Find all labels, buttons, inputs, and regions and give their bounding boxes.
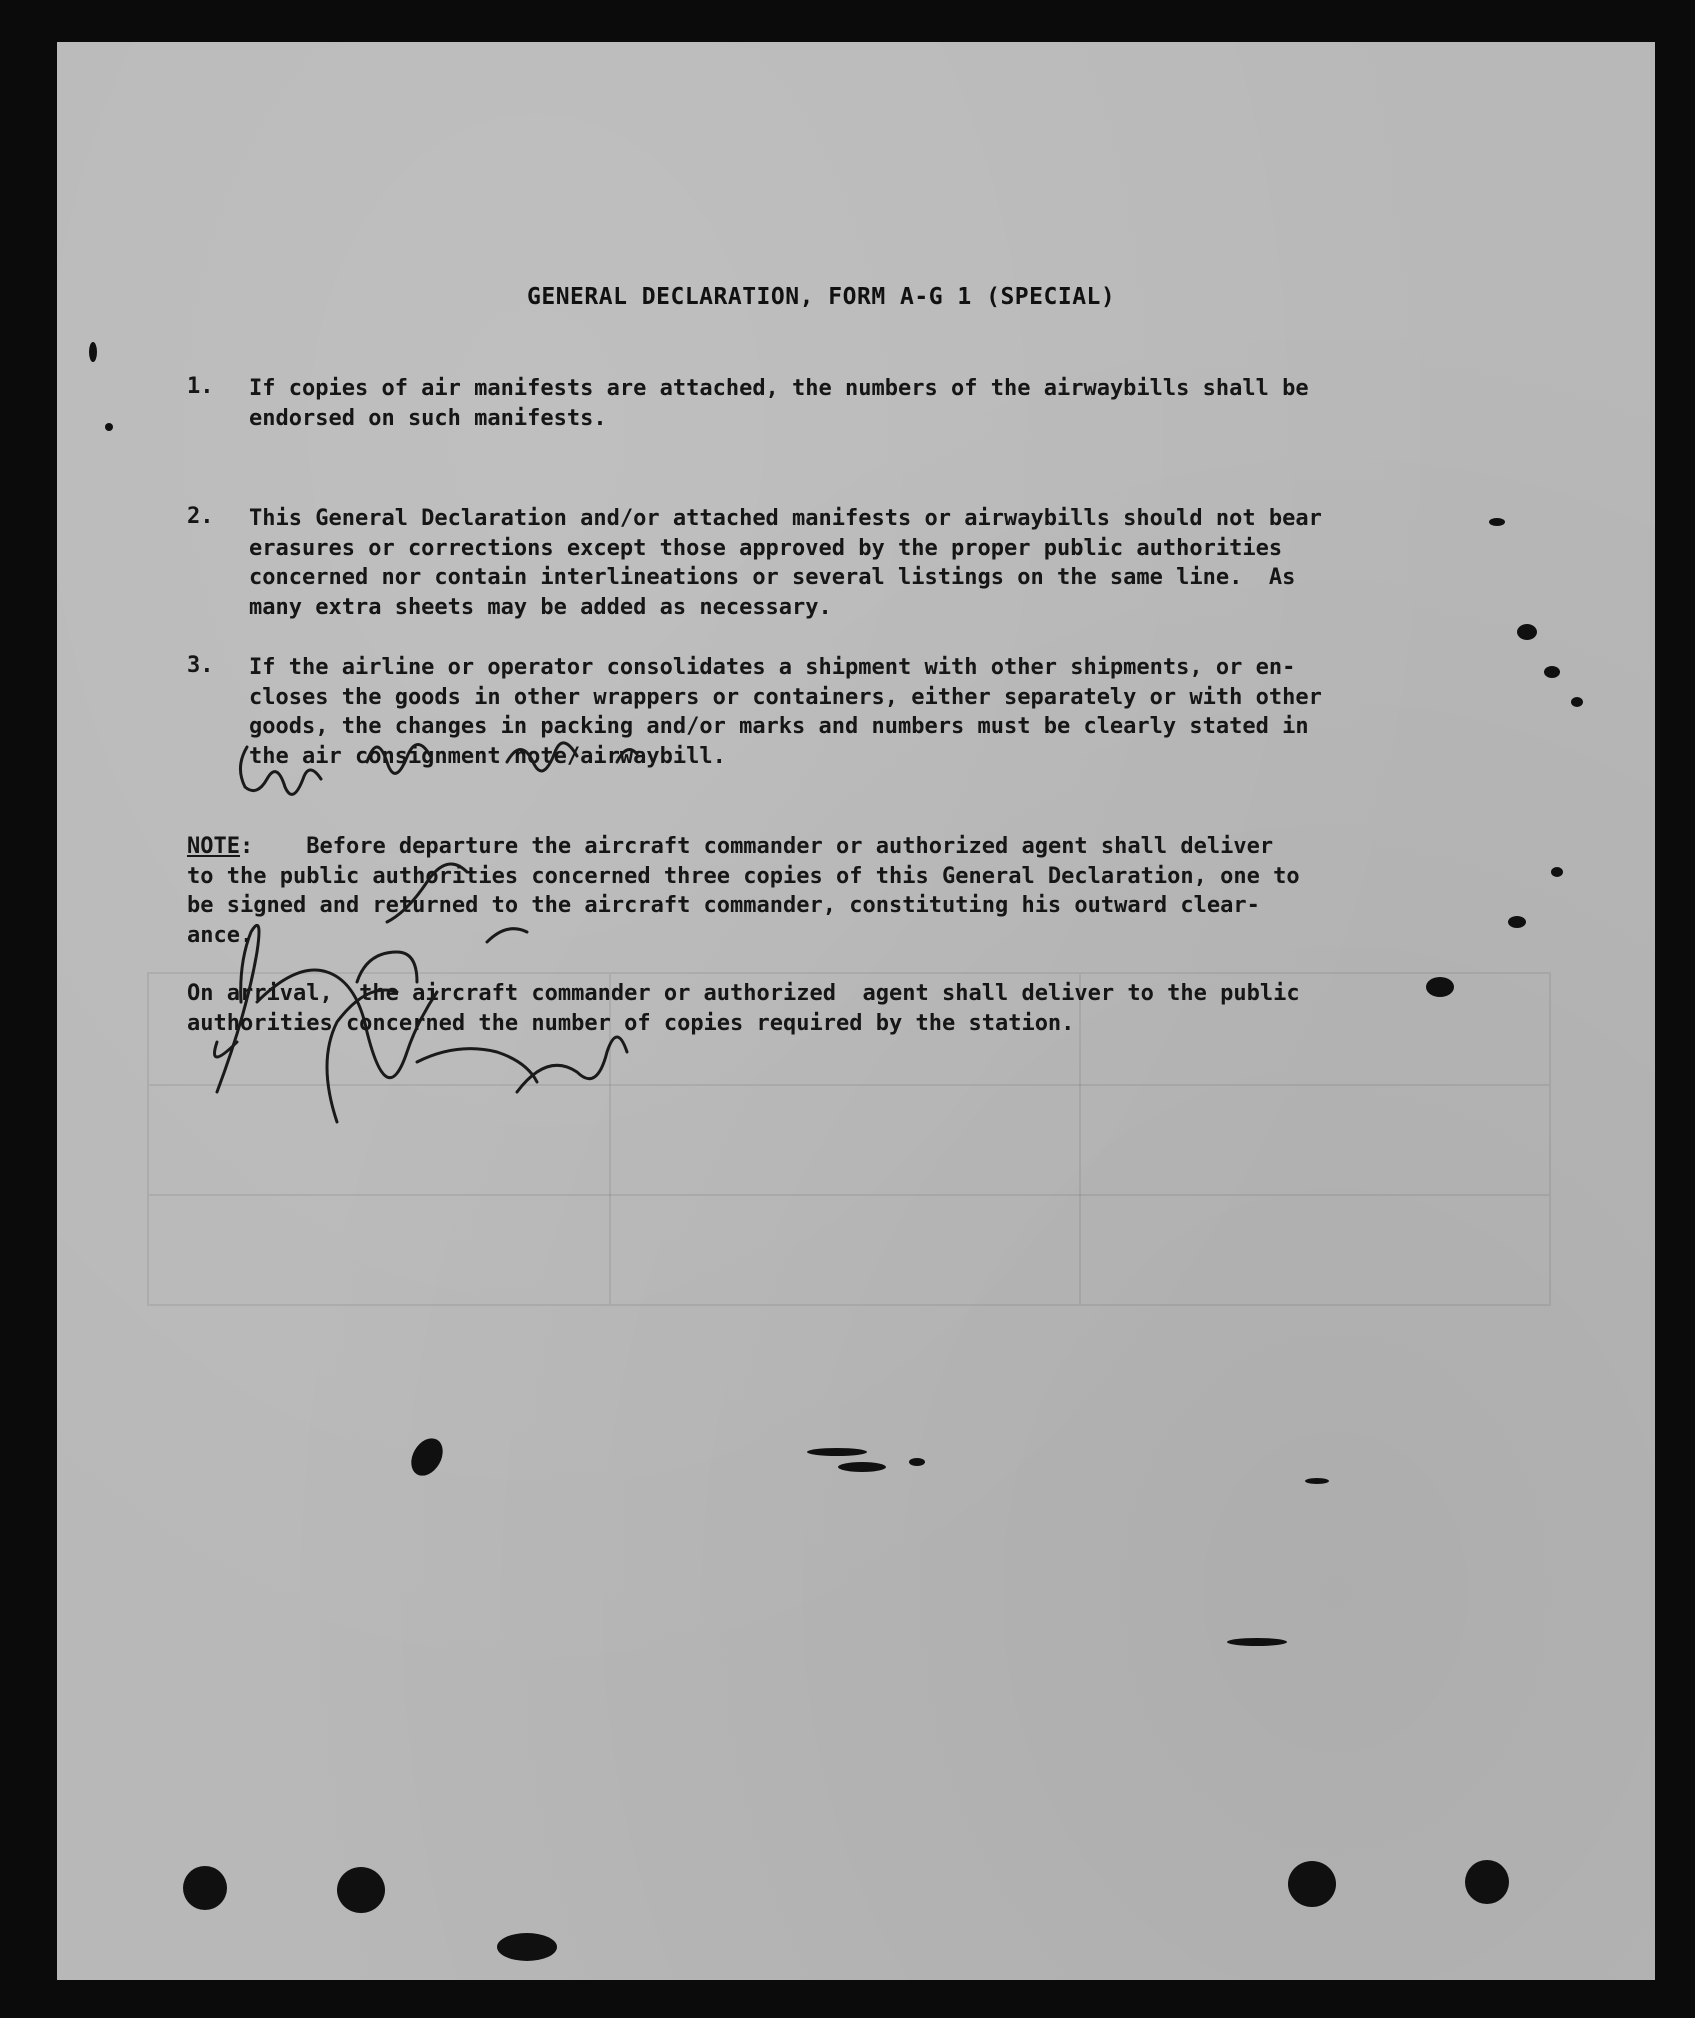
item-text: This General Declaration and/or attached manifests or airwaybills should not bear erasures or corrections except those approved by the proper public authorities concerned nor contain interlineations or several listings on the same line. As many extra sheets may be added as necessary. (249, 506, 1322, 620)
note-label: NOTE (187, 834, 240, 859)
item-text: If copies of air manifests are attached, the numbers of the airwaybills shall be endorsed on such manifests. (249, 376, 1309, 431)
item-number: 2. (187, 504, 214, 529)
document-page (57, 42, 1655, 1980)
item-number: 1. (187, 374, 214, 399)
item-text: If the airline or operator consolidates a shipment with other shipments, or en- closes the goods in other wrappers or containers, either separately or with other goods, the changes in packing and/or marks and numbers must be clearly stated in the air consignment note/airwaybill. (249, 655, 1322, 769)
item-number: 3. (187, 653, 214, 678)
page-title: GENERAL DECLARATION, FORM A-G 1 (SPECIAL) (527, 284, 1116, 310)
note-paragraph: NOTE: Before departure the aircraft commander or authorized agent shall deliver to the public authorities concerned three copies of this General Declaration, one to be signed and returned to the aircraft commander, constituting his outward clear- ance. (187, 834, 1300, 948)
arrival-paragraph: On arrival, the aircraft commander or authorized agent shall deliver to the public authorities concerned the number of copies required by the station. (187, 981, 1300, 1036)
